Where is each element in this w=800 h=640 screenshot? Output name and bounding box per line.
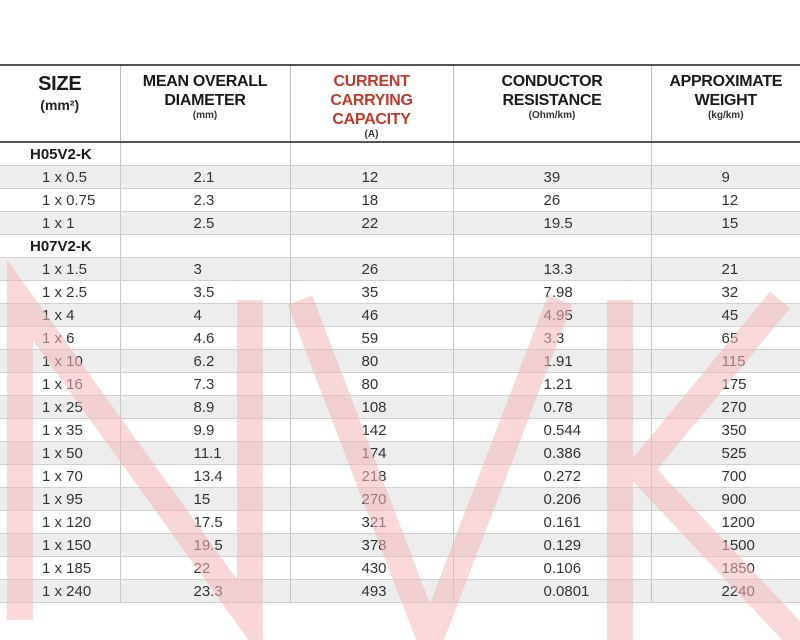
cell-diameter: 4.6 <box>120 327 290 350</box>
group-header-row <box>0 235 800 258</box>
cell-weight: 21 <box>651 258 800 281</box>
cell-weight: 2240 <box>651 580 800 603</box>
header-weight-unit: (kg/km) <box>707 110 744 121</box>
table-row <box>0 281 800 304</box>
cell-size: 1 x 4 <box>0 304 120 327</box>
cell-current: 80 <box>290 373 453 396</box>
cell-weight: 65 <box>651 327 800 350</box>
cell-size: 1 x 185 <box>0 557 120 580</box>
header-resistance <box>453 65 651 142</box>
header-weight-line2: WEIGHT <box>694 92 757 109</box>
header-diameter-unit: (mm) <box>192 110 218 121</box>
cell-diameter: 19.5 <box>120 534 290 557</box>
cell-weight: 12 <box>651 189 800 212</box>
table-row <box>0 442 800 465</box>
table-row <box>0 258 800 281</box>
group-label: H07V2-K <box>0 235 120 258</box>
table-row <box>0 189 800 212</box>
cell-weight: 525 <box>651 442 800 465</box>
cell-resistance: 0.272 <box>453 465 651 488</box>
cell-resistance: 0.129 <box>453 534 651 557</box>
cell-size: 1 x 70 <box>0 465 120 488</box>
cell-weight: 1850 <box>651 557 800 580</box>
cable-spec-table <box>0 64 800 603</box>
header-resistance-unit: (Ohm/km) <box>528 110 576 121</box>
cell-weight: 1500 <box>651 534 800 557</box>
cell-current: 80 <box>290 350 453 373</box>
cell-resistance: 3.3 <box>453 327 651 350</box>
cell-current: 12 <box>290 166 453 189</box>
cell-resistance: 1.91 <box>453 350 651 373</box>
cell-size: 1 x 150 <box>0 534 120 557</box>
group-label: H05V2-K <box>0 142 120 166</box>
cell-weight: 175 <box>651 373 800 396</box>
cell-diameter: 3 <box>120 258 290 281</box>
cell-size: 1 x 50 <box>0 442 120 465</box>
cell-diameter: 6.2 <box>120 350 290 373</box>
cell-diameter: 13.4 <box>120 465 290 488</box>
header-diameter-line1: MEAN OVERALL <box>142 73 268 90</box>
cell-diameter: 23.3 <box>120 580 290 603</box>
header-diameter-line2: DIAMETER <box>164 92 246 109</box>
cell-weight: 9 <box>651 166 800 189</box>
cell-resistance: 0.78 <box>453 396 651 419</box>
cell-current: 35 <box>290 281 453 304</box>
cell-current: 430 <box>290 557 453 580</box>
table-row <box>0 465 800 488</box>
table-row <box>0 557 800 580</box>
cell-size: 1 x 25 <box>0 396 120 419</box>
cell-current: 493 <box>290 580 453 603</box>
cell-current: 378 <box>290 534 453 557</box>
cell-current: 174 <box>290 442 453 465</box>
group-empty-cell <box>651 142 800 166</box>
cell-resistance: 0.386 <box>453 442 651 465</box>
cell-size: 1 x 10 <box>0 350 120 373</box>
cell-size: 1 x 95 <box>0 488 120 511</box>
table-row <box>0 511 800 534</box>
table-row <box>0 212 800 235</box>
cell-size: 1 x 35 <box>0 419 120 442</box>
cell-current: 321 <box>290 511 453 534</box>
group-empty-cell <box>651 235 800 258</box>
table-row <box>0 350 800 373</box>
cell-diameter: 2.3 <box>120 189 290 212</box>
cell-size: 1 x 240 <box>0 580 120 603</box>
cell-size: 1 x 1.5 <box>0 258 120 281</box>
cell-size: 1 x 6 <box>0 327 120 350</box>
cell-diameter: 17.5 <box>120 511 290 534</box>
table-row <box>0 534 800 557</box>
header-diameter <box>120 65 290 142</box>
group-empty-cell <box>453 142 651 166</box>
table-body <box>0 142 800 603</box>
cell-diameter: 2.5 <box>120 212 290 235</box>
cell-current: 108 <box>290 396 453 419</box>
cell-diameter: 7.3 <box>120 373 290 396</box>
cell-diameter: 2.1 <box>120 166 290 189</box>
cell-diameter: 15 <box>120 488 290 511</box>
cell-resistance: 26 <box>453 189 651 212</box>
cell-weight: 700 <box>651 465 800 488</box>
cell-weight: 900 <box>651 488 800 511</box>
header-size-label: SIZE <box>38 73 82 95</box>
cell-current: 46 <box>290 304 453 327</box>
header-current <box>290 65 453 142</box>
cell-resistance: 0.0801 <box>453 580 651 603</box>
cell-diameter: 9.9 <box>120 419 290 442</box>
cell-current: 59 <box>290 327 453 350</box>
group-header-row <box>0 142 800 166</box>
table-row <box>0 488 800 511</box>
header-weight-line1: APPROXIMATE <box>669 73 783 90</box>
cell-current: 26 <box>290 258 453 281</box>
table-row <box>0 304 800 327</box>
cell-current: 218 <box>290 465 453 488</box>
header-size-unit: (mm²) <box>40 97 80 113</box>
header-resistance-line1: CONDUCTOR <box>501 73 603 90</box>
header-resistance-line2: RESISTANCE <box>502 92 602 109</box>
cell-size: 1 x 0.5 <box>0 166 120 189</box>
cell-resistance: 0.106 <box>453 557 651 580</box>
cell-resistance: 0.206 <box>453 488 651 511</box>
cell-resistance: 1.21 <box>453 373 651 396</box>
cell-resistance: 0.161 <box>453 511 651 534</box>
header-weight <box>651 65 800 142</box>
group-empty-cell <box>120 235 290 258</box>
cell-diameter: 8.9 <box>120 396 290 419</box>
cell-size: 1 x 1 <box>0 212 120 235</box>
cell-weight: 115 <box>651 350 800 373</box>
cell-weight: 15 <box>651 212 800 235</box>
cell-resistance: 13.3 <box>453 258 651 281</box>
cell-weight: 270 <box>651 396 800 419</box>
cell-diameter: 22 <box>120 557 290 580</box>
cell-current: 142 <box>290 419 453 442</box>
cell-resistance: 39 <box>453 166 651 189</box>
cell-size: 1 x 120 <box>0 511 120 534</box>
cell-size: 1 x 0.75 <box>0 189 120 212</box>
cell-resistance: 19.5 <box>453 212 651 235</box>
header-current-line1: CURRENT CARRYING <box>330 73 413 109</box>
group-empty-cell <box>453 235 651 258</box>
cell-weight: 350 <box>651 419 800 442</box>
group-empty-cell <box>290 142 453 166</box>
cell-weight: 32 <box>651 281 800 304</box>
table-row <box>0 373 800 396</box>
header-size <box>0 65 120 142</box>
cell-current: 22 <box>290 212 453 235</box>
cell-size: 1 x 16 <box>0 373 120 396</box>
cell-resistance: 7.98 <box>453 281 651 304</box>
cable-spec-table-container <box>0 64 800 603</box>
cell-size: 1 x 2.5 <box>0 281 120 304</box>
header-current-unit: (A) <box>364 129 379 140</box>
table-row <box>0 396 800 419</box>
cell-diameter: 4 <box>120 304 290 327</box>
header-row <box>0 65 800 142</box>
cell-resistance: 0.544 <box>453 419 651 442</box>
table-row <box>0 166 800 189</box>
cell-weight: 45 <box>651 304 800 327</box>
group-empty-cell <box>120 142 290 166</box>
table-row <box>0 580 800 603</box>
cell-weight: 1200 <box>651 511 800 534</box>
cell-current: 18 <box>290 189 453 212</box>
group-empty-cell <box>290 235 453 258</box>
cell-current: 270 <box>290 488 453 511</box>
table-row <box>0 327 800 350</box>
cell-resistance: 4.95 <box>453 304 651 327</box>
header-current-line2: CAPACITY <box>332 111 411 128</box>
cell-diameter: 11.1 <box>120 442 290 465</box>
table-row <box>0 419 800 442</box>
cell-diameter: 3.5 <box>120 281 290 304</box>
